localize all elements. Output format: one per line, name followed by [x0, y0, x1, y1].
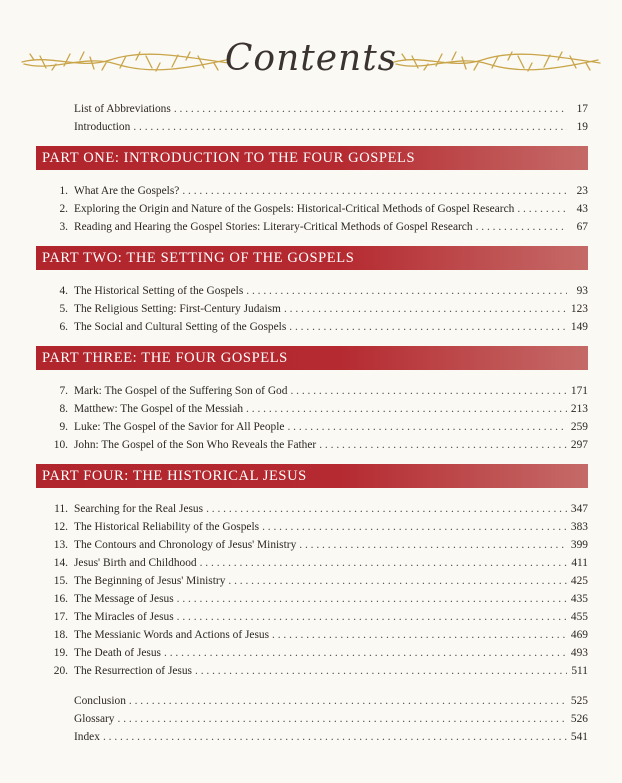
- toc-entry-chapter[interactable]: 12. The Historical Reliability of the Gospels . . . 383: [36, 518, 588, 536]
- toc-entry-introduction[interactable]: [36, 118, 588, 136]
- leader-dots: [200, 554, 567, 572]
- toc-entry-label: List of Abbreviations: [74, 103, 171, 115]
- leader-dots: [133, 118, 567, 136]
- toc-entry-label: John: The Gospel of the Son Who Reveals the Father: [74, 439, 317, 451]
- toc-entry-glossary[interactable]: [36, 710, 588, 728]
- leader-dots: [174, 100, 567, 118]
- toc-entry-chapter[interactable]: 5. The Religious Setting: First-Century Judaism . . . 123: [36, 300, 588, 318]
- toc-entry-label: The Contours and Chronology of Jesus' Ministry: [74, 539, 297, 551]
- toc-entry-page: 67: [576, 221, 588, 233]
- toc-entry-label: Luke: The Gospel of the Savior for All People: [74, 421, 285, 433]
- toc-entry-label: The Message of Jesus: [74, 593, 174, 605]
- toc-entry-page: 469: [570, 629, 588, 641]
- toc-entry-label: Reading and Hearing the Gospel Stories: Literary-Critical Methods of Gospel Research: [74, 221, 473, 233]
- toc-entry-page: 541: [570, 731, 588, 743]
- toc-entry-page: 17: [576, 103, 588, 115]
- toc-entry-label: Matthew: The Gospel of the Messiah: [74, 403, 244, 415]
- thorn-crown-ornament-icon: [392, 48, 602, 76]
- leader-dots: [299, 536, 567, 554]
- toc-entry-chapter[interactable]: 20. The Resurrection of Jesus . . . 511: [36, 662, 588, 680]
- toc-entry-page: 511: [571, 665, 588, 677]
- toc-entry-label: Searching for the Real Jesus: [74, 503, 204, 515]
- toc-entry-label: Exploring the Origin and Nature of the Gospels: Historical-Critical Methods of Gospel Research: [74, 203, 515, 215]
- toc-entry-chapter[interactable]: 4. The Historical Setting of the Gospels . . . 93: [36, 282, 588, 300]
- leader-dots: [246, 400, 567, 418]
- toc-entry-chapter[interactable]: 1. What Are the Gospels? . . . 23: [36, 182, 588, 200]
- toc-entry-label: The Resurrection of Jesus: [74, 665, 192, 677]
- toc-entry-chapter[interactable]: 11. Searching for the Real Jesus . . . 347: [36, 500, 588, 518]
- toc-entry-page: 213: [570, 403, 588, 415]
- leader-dots: [284, 300, 567, 318]
- leader-dots: [206, 500, 567, 518]
- toc-entry-label: Conclusion: [74, 695, 126, 707]
- toc-entry-chapter[interactable]: 15. The Beginning of Jesus' Ministry . . . 425: [36, 572, 588, 590]
- toc-entry-page: 411: [571, 557, 588, 569]
- leader-dots: [118, 710, 568, 728]
- part-heading: PART TWO: THE SETTING OF THE GOSPELS: [36, 246, 588, 270]
- leader-dots: [195, 662, 567, 680]
- toc-entry-label: The Beginning of Jesus' Ministry: [74, 575, 226, 587]
- toc-entry-label: What Are the Gospels?: [74, 185, 180, 197]
- toc-entry-page: 383: [570, 521, 588, 533]
- toc-entry-page: 149: [570, 321, 588, 333]
- toc-entry-index[interactable]: [36, 728, 588, 746]
- toc-entry-label: The Social and Cultural Setting of the Gospels: [74, 321, 287, 333]
- toc-entry-chapter[interactable]: 3. Reading and Hearing the Gospel Stories: Literary-Critical Methods of Gospel Research . . . 67: [36, 218, 588, 236]
- toc-entry-label: Glossary: [74, 713, 115, 725]
- toc-entry-label: Introduction: [74, 121, 131, 133]
- leader-dots: [517, 200, 567, 218]
- leader-dots: [272, 626, 567, 644]
- leader-dots: [290, 382, 567, 400]
- toc-entry-page: 171: [570, 385, 588, 397]
- toc-entry-page: 297: [570, 439, 588, 451]
- toc-entry-chapter[interactable]: 9. Luke: The Gospel of the Savior for All People . . . 259: [36, 418, 588, 436]
- toc-entry-abbreviations[interactable]: [36, 100, 588, 118]
- toc-entry-chapter[interactable]: 13. The Contours and Chronology of Jesus' Ministry . . . 399: [36, 536, 588, 554]
- toc-entry-label: The Messianic Words and Actions of Jesus: [74, 629, 270, 641]
- leader-dots: [164, 644, 567, 662]
- part-heading: PART FOUR: THE HISTORICAL JESUS: [36, 464, 588, 488]
- toc-entry-page: 123: [570, 303, 588, 315]
- toc-entry-chapter[interactable]: 19. The Death of Jesus . . . 493: [36, 644, 588, 662]
- page-title: Contents: [224, 38, 398, 79]
- toc-entry-chapter[interactable]: 10. John: The Gospel of the Son Who Reveals the Father . . . 297: [36, 436, 588, 454]
- toc-entry-label: The Historical Setting of the Gospels: [74, 285, 244, 297]
- toc-entry-page: 43: [576, 203, 588, 215]
- toc-entry-label: The Historical Reliability of the Gospels: [74, 521, 260, 533]
- leader-dots: [129, 692, 567, 710]
- leader-dots: [476, 218, 567, 236]
- toc-entry-page: 93: [576, 285, 588, 297]
- toc-entry-label: Jesus' Birth and Childhood: [74, 557, 197, 569]
- toc-entry-conclusion[interactable]: [36, 692, 588, 710]
- toc-entry-label: Mark: The Gospel of the Suffering Son of God: [74, 385, 288, 397]
- contents-header: [0, 30, 622, 94]
- leader-dots: [246, 282, 567, 300]
- toc-entry-page: 399: [570, 539, 588, 551]
- leader-dots: [177, 590, 567, 608]
- part-heading: PART ONE: INTRODUCTION TO THE FOUR GOSPELS: [36, 146, 588, 170]
- leader-dots: [287, 418, 567, 436]
- toc-entry-page: 525: [570, 695, 588, 707]
- toc-entry-label: The Religious Setting: First-Century Judaism: [74, 303, 281, 315]
- toc-entry-page: 347: [570, 503, 588, 515]
- leader-dots: [228, 572, 567, 590]
- toc-entry-chapter[interactable]: 8. Matthew: The Gospel of the Messiah . . . 213: [36, 400, 588, 418]
- toc-entry-chapter[interactable]: 7. Mark: The Gospel of the Suffering Son of God . . . 171: [36, 382, 588, 400]
- toc-entry-chapter[interactable]: 2. Exploring the Origin and Nature of the Gospels: Historical-Critical Methods of Gospel Research . . . 43: [36, 200, 588, 218]
- toc-entry-chapter[interactable]: 18. The Messianic Words and Actions of Jesus . . . 469: [36, 626, 588, 644]
- toc-entry-page: 19: [576, 121, 588, 133]
- toc-entry-label: The Miracles of Jesus: [74, 611, 174, 623]
- toc-entry-page: 23: [576, 185, 588, 197]
- toc-entry-label: The Death of Jesus: [74, 647, 161, 659]
- leader-dots: [289, 318, 567, 336]
- toc-entry-page: 425: [570, 575, 588, 587]
- toc-entry-page: 455: [570, 611, 588, 623]
- toc-entry-page: 259: [570, 421, 588, 433]
- leader-dots: [103, 728, 567, 746]
- toc-entry-label: Index: [74, 731, 100, 743]
- leader-dots: [319, 436, 567, 454]
- leader-dots: [177, 608, 567, 626]
- toc-entry-chapter[interactable]: 14. Jesus' Birth and Childhood . . . 411: [36, 554, 588, 572]
- toc-entry-page: 435: [570, 593, 588, 605]
- toc-entry-chapter[interactable]: 17. The Miracles of Jesus . . . 455: [36, 608, 588, 626]
- table-of-contents: [36, 100, 588, 746]
- toc-entry-chapter[interactable]: 6. The Social and Cultural Setting of the Gospels . . . 149: [36, 318, 588, 336]
- toc-entry-page: 493: [570, 647, 588, 659]
- leader-dots: [182, 182, 567, 200]
- toc-entry-page: 526: [570, 713, 588, 725]
- part-heading: PART THREE: THE FOUR GOSPELS: [36, 346, 588, 370]
- leader-dots: [262, 518, 567, 536]
- toc-entry-chapter[interactable]: 16. The Message of Jesus . . . 435: [36, 590, 588, 608]
